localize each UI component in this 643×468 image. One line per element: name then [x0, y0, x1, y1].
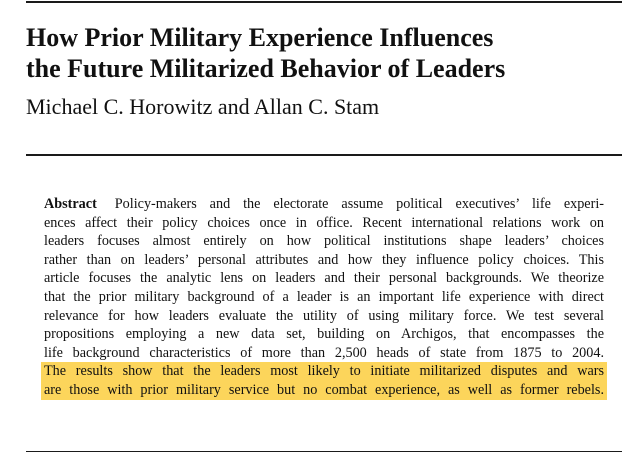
abstract-line: rather than on leaders’ personal attributes and how they influence policy choices. This [44, 251, 604, 268]
bottom-rule [26, 451, 622, 452]
abstract-highlighted-line: The results show that the leaders most likely to initiate militarized disputes and wars [41, 362, 607, 381]
abstract-line: article focuses the analytic lens on leaders and their personal backgrounds. We theorize [44, 270, 604, 287]
top-rule [26, 1, 622, 3]
abstract-line: that the prior military background of a leader is an important life experience with direct [44, 288, 604, 305]
paper-title [26, 22, 626, 84]
abstract-line: propositions employing a new data set, building on Archigos, that encompasses the [44, 326, 604, 343]
title-line-2: the Future Militarized Behavior of Leaders [26, 54, 506, 83]
title-line-1: How Prior Military Experience Influences [26, 23, 494, 52]
abstract-line: life background characteristics of more than 2,500 heads of state from 1875 to 2004. [44, 344, 604, 361]
abstract [44, 195, 604, 400]
abstract-line: relevance for how leaders evaluate the utility of using military force. We test several [44, 307, 604, 324]
abstract-first-line-text: Policy-makers and the electorate assume political executives’ life experi- [114, 196, 604, 212]
abstract-line-1 [44, 195, 604, 214]
abstract-line: ences affect their policy choices once in office. Recent international relations work on [44, 214, 604, 231]
abstract-line: leaders focuses almost entirely on how political institutions shape leaders’ choices [44, 233, 604, 250]
abstract-highlighted-line: are those with prior military service but no combat experience, as well as former rebels. [41, 381, 607, 400]
abstract-label: Abstract [44, 196, 97, 212]
section-rule [26, 154, 622, 156]
authors: Michael C. Horowitz and Allan C. Stam [26, 94, 380, 119]
